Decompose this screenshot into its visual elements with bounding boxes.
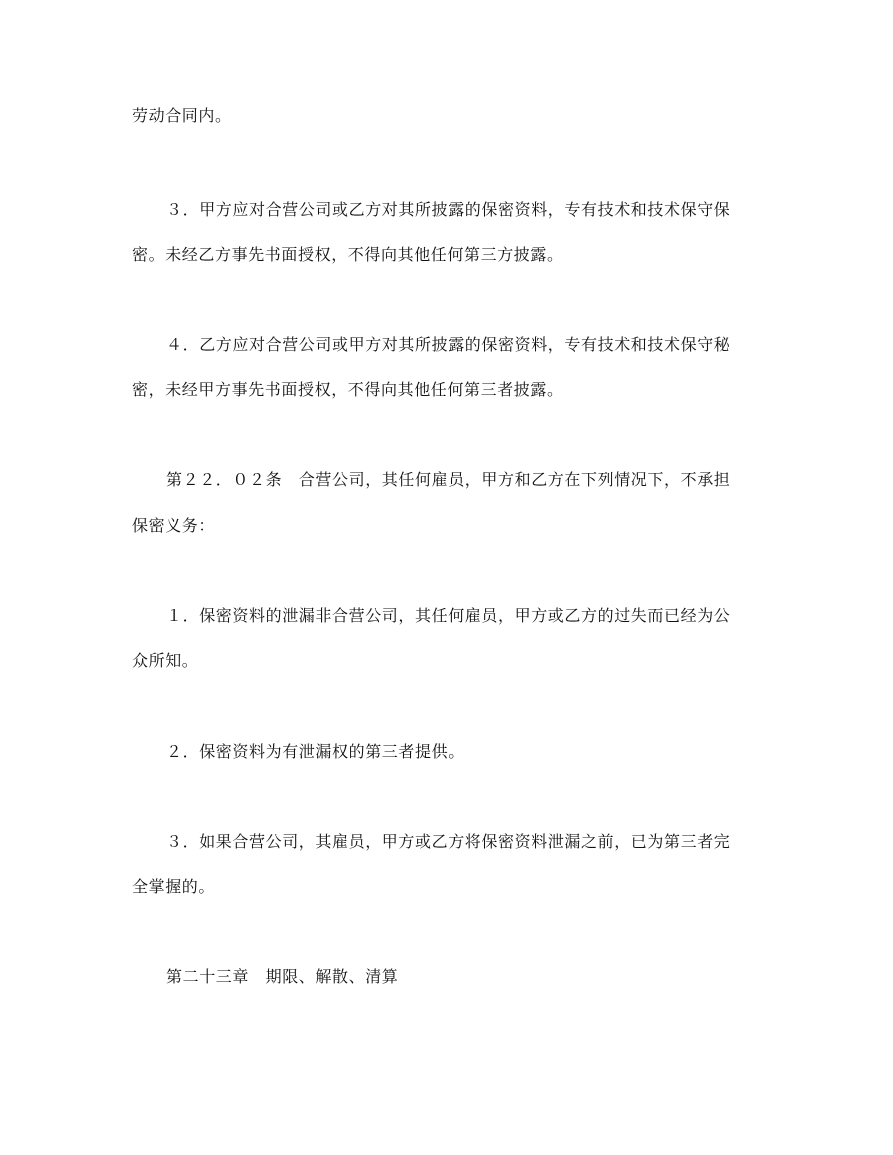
paragraph-3-line-2: 密。未经乙方事先书面授权，不得向其他任何第三方披露。 <box>132 245 564 264</box>
item-1-line-2: 众所知。 <box>132 651 199 670</box>
chapter-23-heading: 第二十三章 期限、解散、清算 <box>166 967 399 986</box>
paragraph-3-line-1: ３．甲方应对合营公司或乙方对其所披露的保密资料，专有技术和技术保守保 <box>166 200 731 219</box>
item-2-line-1: ２．保密资料为有泄漏权的第三者提供。 <box>166 742 465 761</box>
item-3-line-2: 全掌握的。 <box>132 877 216 896</box>
article-22-02-line-1: 第２２．０２条 合营公司，其任何雇员，甲方和乙方在下列情况下，不承担 <box>166 470 731 489</box>
item-3-line-1: ３．如果合营公司，其雇员，甲方或乙方将保密资料泄漏之前，已为第三者完 <box>166 832 731 851</box>
item-1-line-1: １．保密资料的泄漏非合营公司，其任何雇员，甲方或乙方的过失而已经为公 <box>166 606 731 625</box>
paragraph-4-line-2: 密，未经甲方事先书面授权，不得向其他任何第三者披露。 <box>132 380 564 399</box>
text-line: 劳动合同内。 <box>132 106 232 125</box>
paragraph-4-line-1: ４．乙方应对合营公司或甲方对其所披露的保密资料，专有技术和技术保守秘 <box>166 335 731 354</box>
article-22-02-line-2: 保密义务： <box>132 516 216 535</box>
